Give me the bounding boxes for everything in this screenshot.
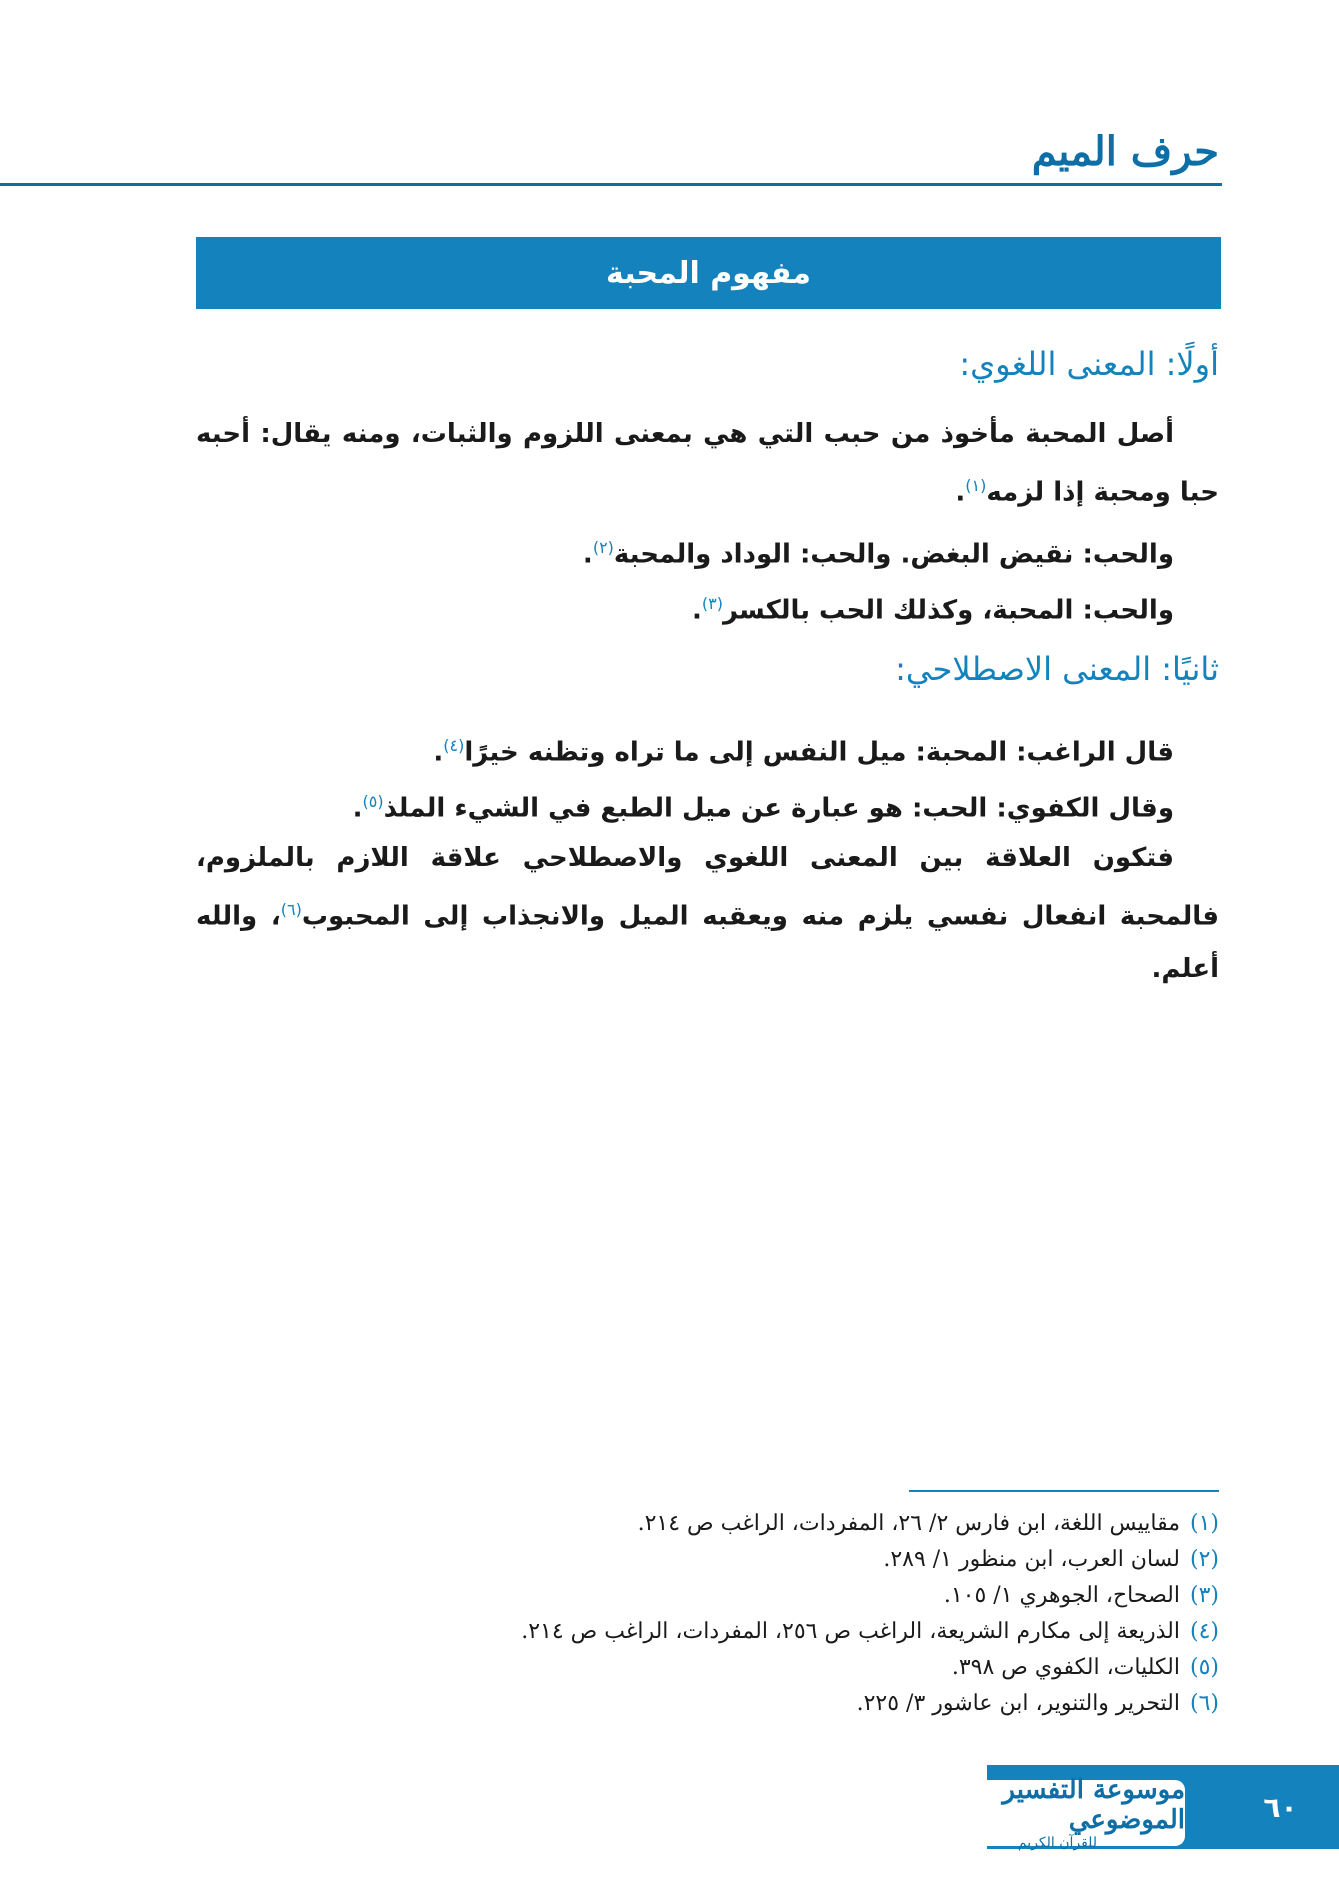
footnote-rule [909,1490,1219,1492]
footnote-text: مقاييس اللغة، ابن فارس ٢/ ٢٦، المفردات، الراغب ص ٢١٤. [637,1511,1180,1536]
footnote-item [196,1542,1219,1578]
paragraph-end: . [433,737,444,768]
footnote-text: لسان العرب، ابن منظور ١/ ٢٨٩. [883,1547,1180,1572]
page-title: مفهوم المحبة [606,255,811,291]
paragraph-text: فتكون العلاقة بين المعنى اللغوي والاصطلاحي علاقة اللازم بالملزوم، فالمحبة انفعال نفسي يلزم منه ويعقبه الميل والانجذاب إلى المحبوب [196,843,1219,932]
paragraph-end: . [955,477,966,508]
page-number: ٦٠ [1263,1790,1298,1824]
footnote-number: (٣) [1189,1583,1219,1608]
paragraph-end: . [691,595,702,626]
footnote-number: (٢) [1189,1547,1219,1572]
footnote-item [196,1506,1219,1542]
paragraph-definition-1 [196,522,1219,581]
footnote-ref-6[interactable]: (٦) [280,900,302,919]
footnote-number: (٤) [1189,1619,1219,1644]
paragraph-end: ، والله أعلم. [196,901,1219,984]
paragraph-end: . [352,793,363,824]
footnote-text: الكليات، الكفوي ص ٣٩٨. [951,1655,1180,1680]
footnote-text: التحرير والتنوير، ابن عاشور ٣/ ٢٢٥. [856,1691,1180,1716]
paragraph-text: أصل المحبة مأخوذ من حبب التي هي بمعنى اللزوم والثبات، ومنه يقال: أحبه حبا ومحبة إذا لزمه [196,419,1219,508]
paragraph-end: . [582,539,593,570]
footnote-ref-1[interactable]: (١) [965,476,987,495]
footnote-number: (٥) [1189,1655,1219,1680]
footnote-text: الذريعة إلى مكارم الشريعة، الراغب ص ٢٥٦، المفردات، الراغب ص ٢١٤. [521,1619,1180,1644]
paragraph-origin [196,408,1219,519]
page-number-tab [1222,1765,1339,1849]
paragraph-text: والحب: المحبة، وكذلك الحب بالكسر [722,595,1174,626]
footnote-item [196,1614,1219,1650]
paragraph-text: والحب: نقيض البغض. والحب: الوداد والمحبة [613,539,1174,570]
footnote-ref-3[interactable]: (٣) [701,594,723,613]
logo-subtitle: للقرآن الكريم [1017,1835,1098,1851]
footnote-number: (١) [1189,1511,1219,1536]
footnote-ref-4[interactable]: (٤) [443,736,465,755]
paragraph-text: وقال الكفوي: الحب: هو عبارة عن ميل الطبع في الشيء الملذ [383,793,1174,824]
logo-title: موسوعة التفسير الموضوعي [1002,1775,1185,1835]
footnote-item [196,1686,1219,1722]
header-rule [0,183,1222,186]
paragraph-relation [196,832,1219,995]
section-heading-technical: ثانيًا: المعنى الاصطلاحي: [895,650,1219,688]
footnote-number: (٦) [1189,1691,1219,1716]
footnote-ref-2[interactable]: (٢) [592,538,614,557]
footnote-item [196,1650,1219,1686]
encyclopedia-logo [930,1775,1185,1851]
footnote-text: الصحاح، الجوهري ١/ ١٠٥. [943,1583,1180,1608]
paragraph-text: قال الراغب: المحبة: ميل النفس إلى ما تراه وتظنه خيرًا [464,737,1174,768]
paragraph-kafawi [196,776,1219,835]
running-header: حرف الميم [1031,128,1219,175]
title-band [196,237,1221,309]
footnote-list [196,1506,1219,1722]
section-heading-linguistic: أولًا: المعنى اللغوي: [959,345,1219,383]
footnote-item [196,1578,1219,1614]
paragraph-raghib [196,720,1219,779]
footnote-ref-5[interactable]: (٥) [362,792,384,811]
paragraph-definition-2 [196,578,1219,637]
